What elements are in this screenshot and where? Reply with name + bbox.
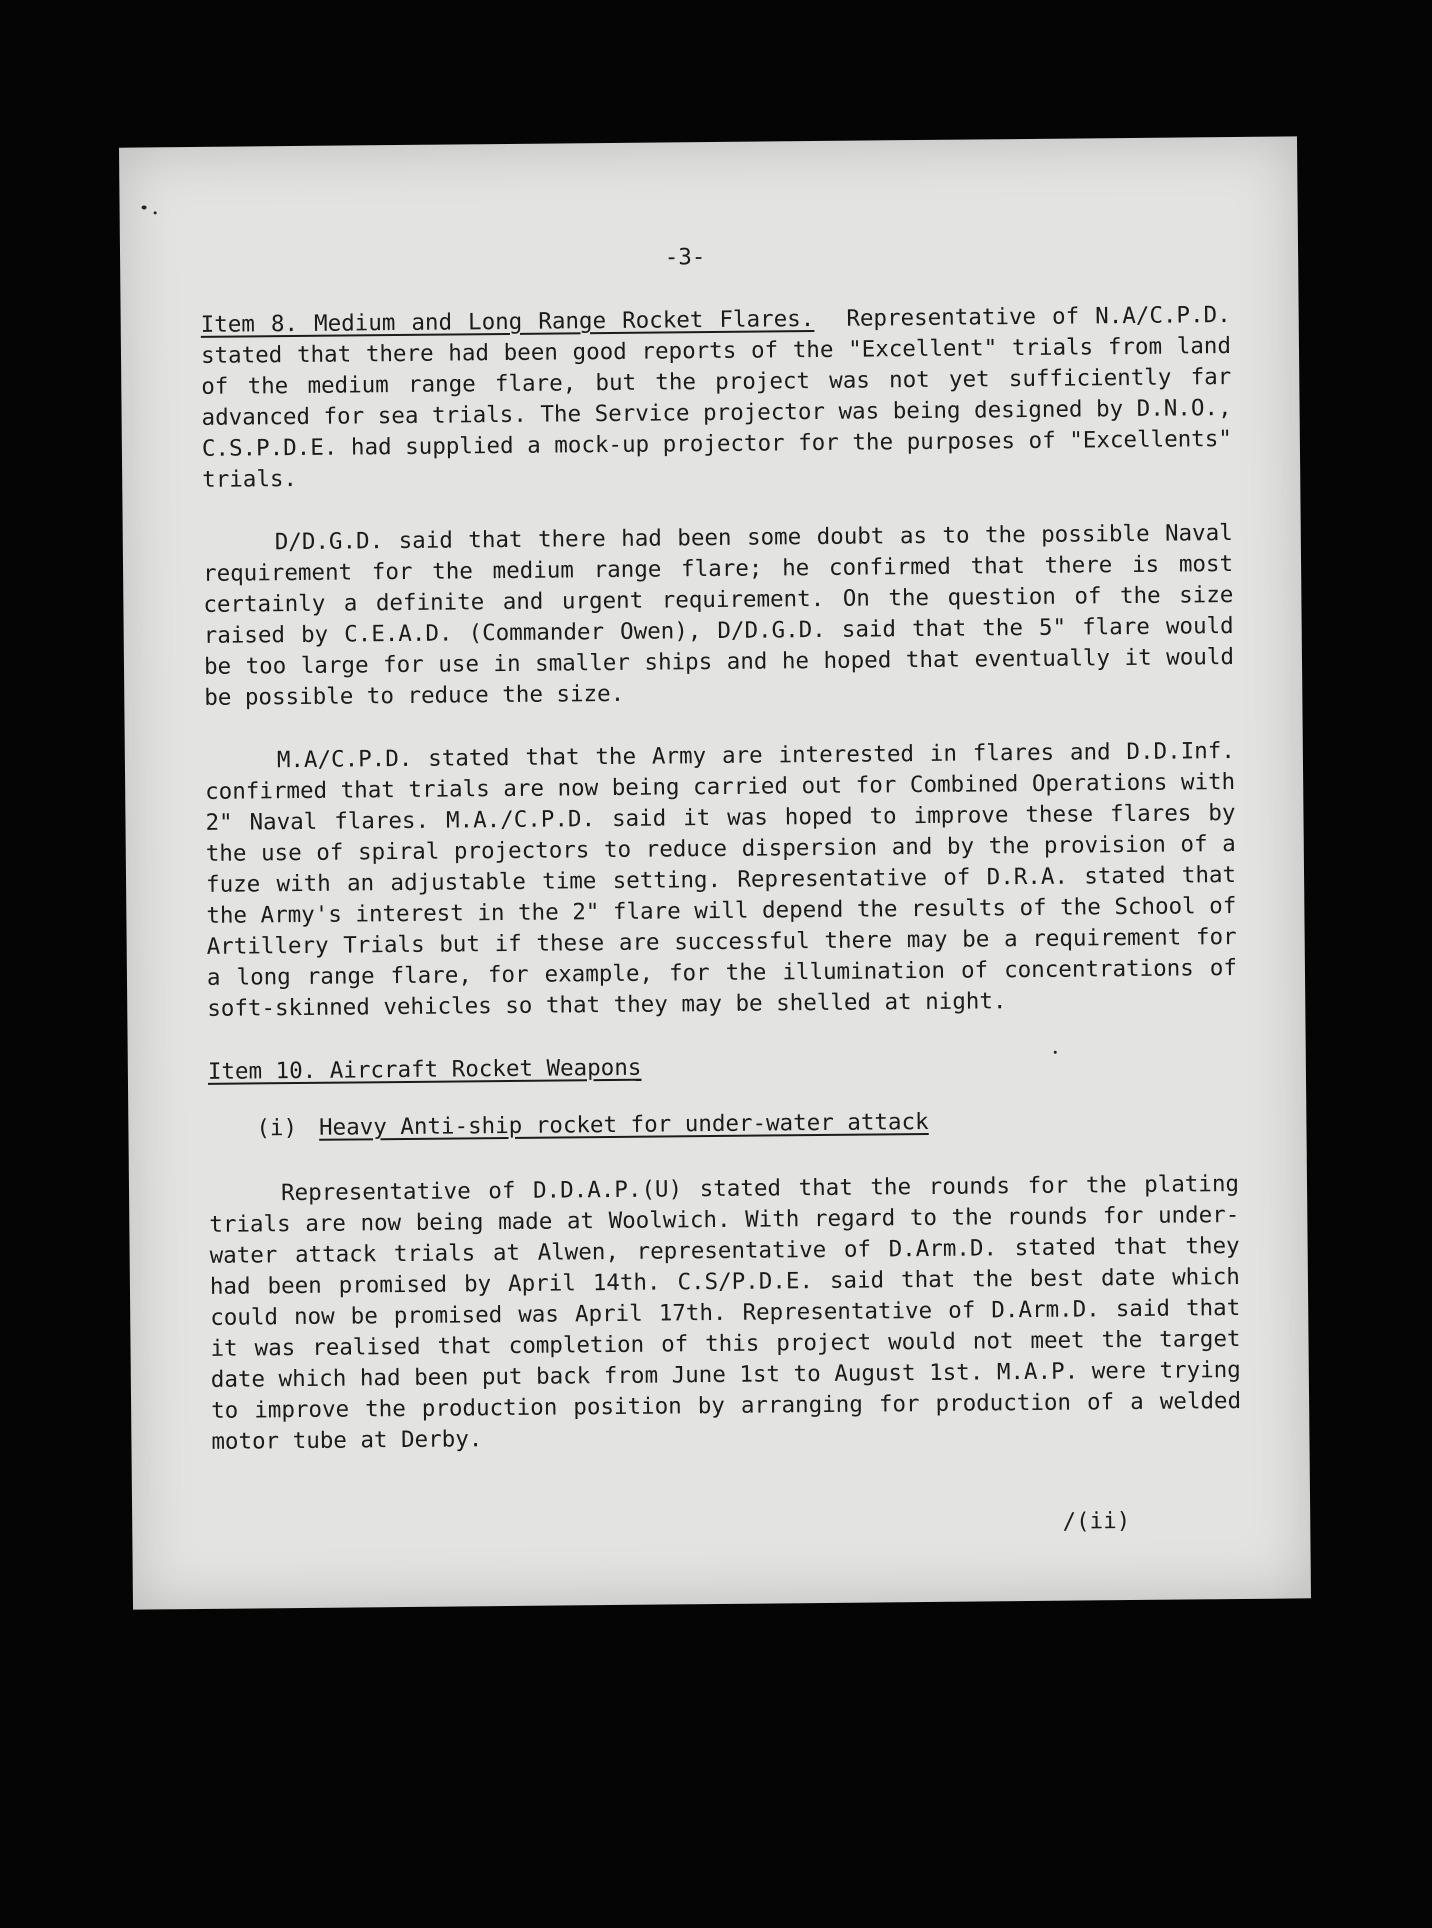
document-sheet (119, 136, 1311, 1609)
sub-item-number: (i) (256, 1115, 298, 1142)
dust-speck (154, 211, 157, 214)
item-10-sub-heading-line (208, 1104, 1238, 1145)
item-8-paragraph (201, 300, 1233, 496)
item-8-text: Representative of N.A/C.P.D. stated that there had been good reports of the "Excellent" trials from land of the medium range flare, but the project was not yet sufficiently far advanced for sea trials. The Service projector was being designed by D.N.O., C.S.P.D.E. had supplied a mock-up projector for the purposes of "Excellents" trials. (200, 302, 1232, 493)
dust-speck (142, 205, 147, 209)
continuation-marker: /(ii) (1062, 1508, 1131, 1535)
item-10-paragraph: Representative of D.D.A.P.(U) stated that the rounds for the plating trials are now being made at Woolwich. With regard to the rounds for under-water attack trials at Alwen, representative of D.Arm.D. stated that they had been promised by April 14th. C.S/P.D.E. said that the best date which could now be promised was April 17th. Representative of D.Arm.D. said that it was realised that completion of this project would not meet the target date which had been put back from June 1st to August 1st. M.A.P. were trying to improve the production position by arranging for production of a welded motor tube at Derby. (209, 1170, 1242, 1455)
item-8-heading: Item 8. Medium and Long Range Rocket Flares. (200, 306, 815, 338)
document-body (200, 237, 1242, 1490)
item-8-paragraph-2: D/D.G.D. said that there had been some doubt as to the possible Naval requirement for the medium range flare; he confirmed that there is most certainly a definite and urgent requirement. On the question of the size raised by C.E.A.D. (Commander Owen), D/D.G.D. said that the 5" flare would be too large for use in smaller ships and he hoped that eventually it would be possible to reduce the size. (202, 520, 1235, 711)
item-10-heading: Item 10. Aircraft Rocket Weapons (207, 1054, 642, 1085)
item-10-sub-heading: Heavy Anti-ship rocket for under-water attack (318, 1108, 929, 1141)
item-8-paragraph-3: M.A/C.P.D. stated that the Army are interested in flares and D.D.Inf. confirmed that trials are now being carried out for Combined Operations with 2" Naval flares. M.A./C.P.D. said it was hoped to improve these flares by the use of spiral projectors to reduce dispersion and by the provision of a fuze with an adjustable time setting. Representative of D.R.A. stated that the Army's interest in the 2" flare will depend the results of the School of Artillery Trials but if these are successful there may be a requirement for a long range flare, for example, for the illumination of concentrations of soft-skinned vehicles so that they may be shelled at night. (205, 738, 1238, 1022)
item-10-heading-line (208, 1047, 1238, 1088)
page-number: -3- (664, 244, 706, 271)
